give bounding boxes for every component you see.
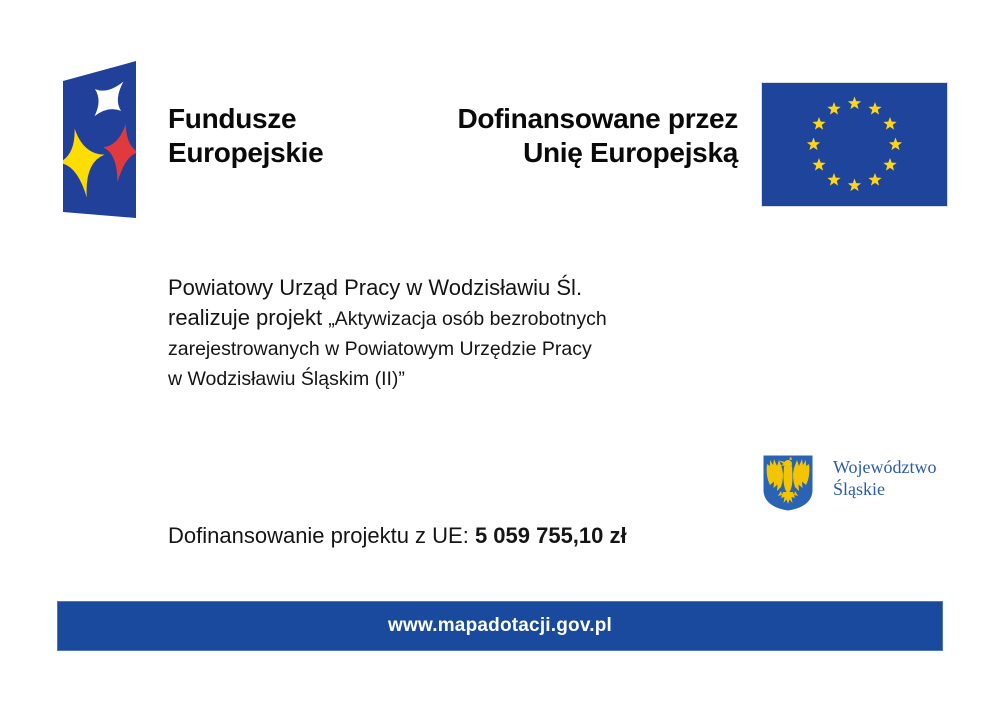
project-description [168, 273, 728, 394]
funded-by-line1: Dofinansowane przez [457, 103, 738, 134]
silesia-coat-of-arms-icon [762, 454, 814, 512]
fe-wordmark [168, 102, 323, 170]
project-line1: Powiatowy Urząd Pracy w Wodzisławiu Śl. [168, 275, 583, 300]
funding-amount-label: Dofinansowanie projektu z UE: [168, 523, 475, 548]
project-title-part1: „Aktywizacja osób bezrobotnych [328, 308, 607, 330]
fundusze-europejskie-flag-icon [55, 58, 140, 223]
funded-by-eu-label [340, 102, 738, 170]
silesia-voivodeship-label [833, 456, 937, 500]
project-line2 [168, 303, 728, 334]
silesia-label-line2: Śląskie [833, 479, 885, 499]
footer-url: www.mapadotacji.gov.pl [388, 615, 612, 636]
funding-amount-value: 5 059 755,10 zł [474, 523, 627, 548]
silesia-label-line1: Województwo [833, 457, 937, 477]
funded-by-line2: Unię Europejską [523, 137, 738, 168]
footer-bar [57, 601, 943, 651]
project-title-part3: w Wodzisławiu Śląskim (II)” [168, 368, 405, 390]
funding-amount-line [168, 521, 627, 551]
project-line2-intro: realizuje projekt [168, 305, 329, 330]
fe-wordmark-line2: Europejskie [168, 137, 324, 168]
fe-wordmark-line1: Fundusze [168, 103, 297, 134]
project-title-part2: zarejestrowanych w Powiatowym Urzędzie Pracy [168, 338, 592, 360]
eu-flag-icon [762, 83, 947, 206]
